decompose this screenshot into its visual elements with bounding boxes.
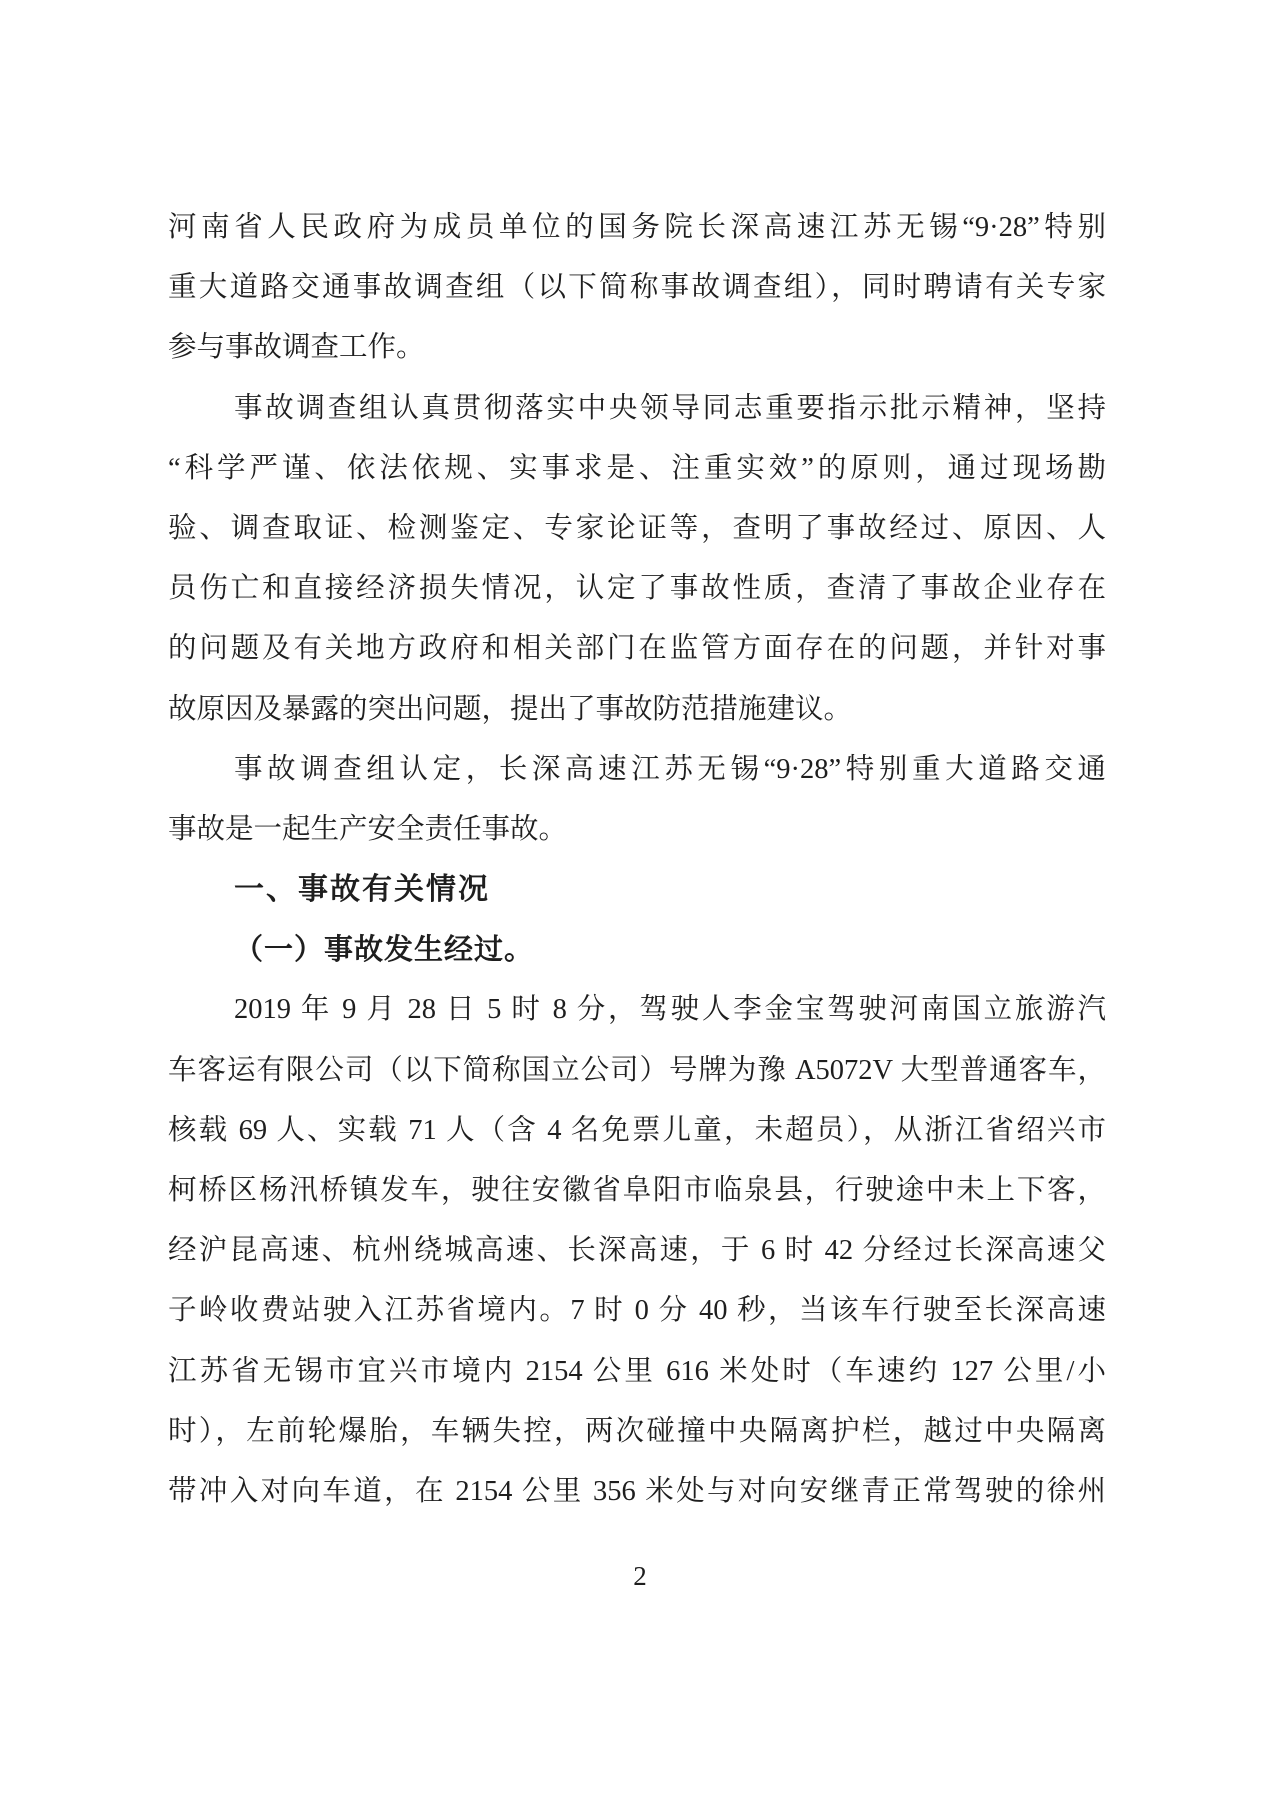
text-line: 重大道路交通事故调查组（以下简称事故调查组），同时聘请有关专家 <box>168 272 1106 304</box>
text-line: 事故调查组认定，长深高速江苏无锡“9·28”特别重大道路交通 <box>234 753 1106 785</box>
text-line: 验、调查取证、检测鉴定、专家论证等，查明了事故经过、原因、人 <box>168 512 1106 544</box>
text-line: 经沪昆高速、杭州绕城高速、长深高速，于 6 时 42 分经过长深高速父 <box>168 1235 1106 1267</box>
text-line: 柯桥区杨汛桥镇发车，驶往安徽省阜阳市临泉县，行驶途中未上下客， <box>168 1175 1106 1206</box>
text-line: 核载 69 人、实载 71 人（含 4 名免票儿童，未超员），从浙江省绍兴市 <box>168 1114 1106 1146</box>
text-line: 2019 年 9 月 28 日 5 时 8 分，驾驶人李金宝驾驶河南国立旅游汽 <box>234 994 1106 1026</box>
subsection-heading: （一）事故发生经过。 <box>234 934 535 967</box>
page-number: 2 <box>633 1561 647 1591</box>
section-heading: 一、事故有关情况 <box>234 873 490 907</box>
text-line: 事故是一起生产安全责任事故。 <box>168 813 568 845</box>
document-body <box>168 198 1106 1522</box>
text-line: 的问题及有关地方政府和相关部门在监管方面存在的问题，并针对事 <box>168 633 1106 665</box>
text-line: 河南省人民政府为成员单位的国务院长深高速江苏无锡“9·28”特别 <box>168 212 1106 243</box>
text-line: 员伤亡和直接经济损失情况，认定了事故性质，查清了事故企业存在 <box>168 573 1106 605</box>
text-line: 子岭收费站驶入江苏省境内。7 时 0 分 40 秒，当该车行驶至长深高速 <box>168 1295 1106 1327</box>
text-line: 车客运有限公司（以下简称国立公司）号牌为豫 A5072V 大型普通客车， <box>168 1054 1106 1086</box>
text-line: 事故调查组认真贯彻落实中央领导同志重要指示批示精神，坚持 <box>234 392 1106 424</box>
text-line: 故原因及暴露的突出问题，提出了事故防范措施建议。 <box>168 693 853 725</box>
text-line: 江苏省无锡市宜兴市境内 2154 公里 616 米处时（车速约 127 公里/小 <box>168 1355 1106 1387</box>
text-line: 时），左前轮爆胎，车辆失控，两次碰撞中央隔离护栏，越过中央隔离 <box>168 1415 1106 1447</box>
text-line: “科学严谨、依法依规、实事求是、注重实效”的原则，通过现场勘 <box>168 452 1106 484</box>
text-line: 带冲入对向车道，在 2154 公里 356 米处与对向安继青正常驾驶的徐州 <box>168 1475 1106 1507</box>
text-line: 参与事故调查工作。 <box>168 332 425 364</box>
